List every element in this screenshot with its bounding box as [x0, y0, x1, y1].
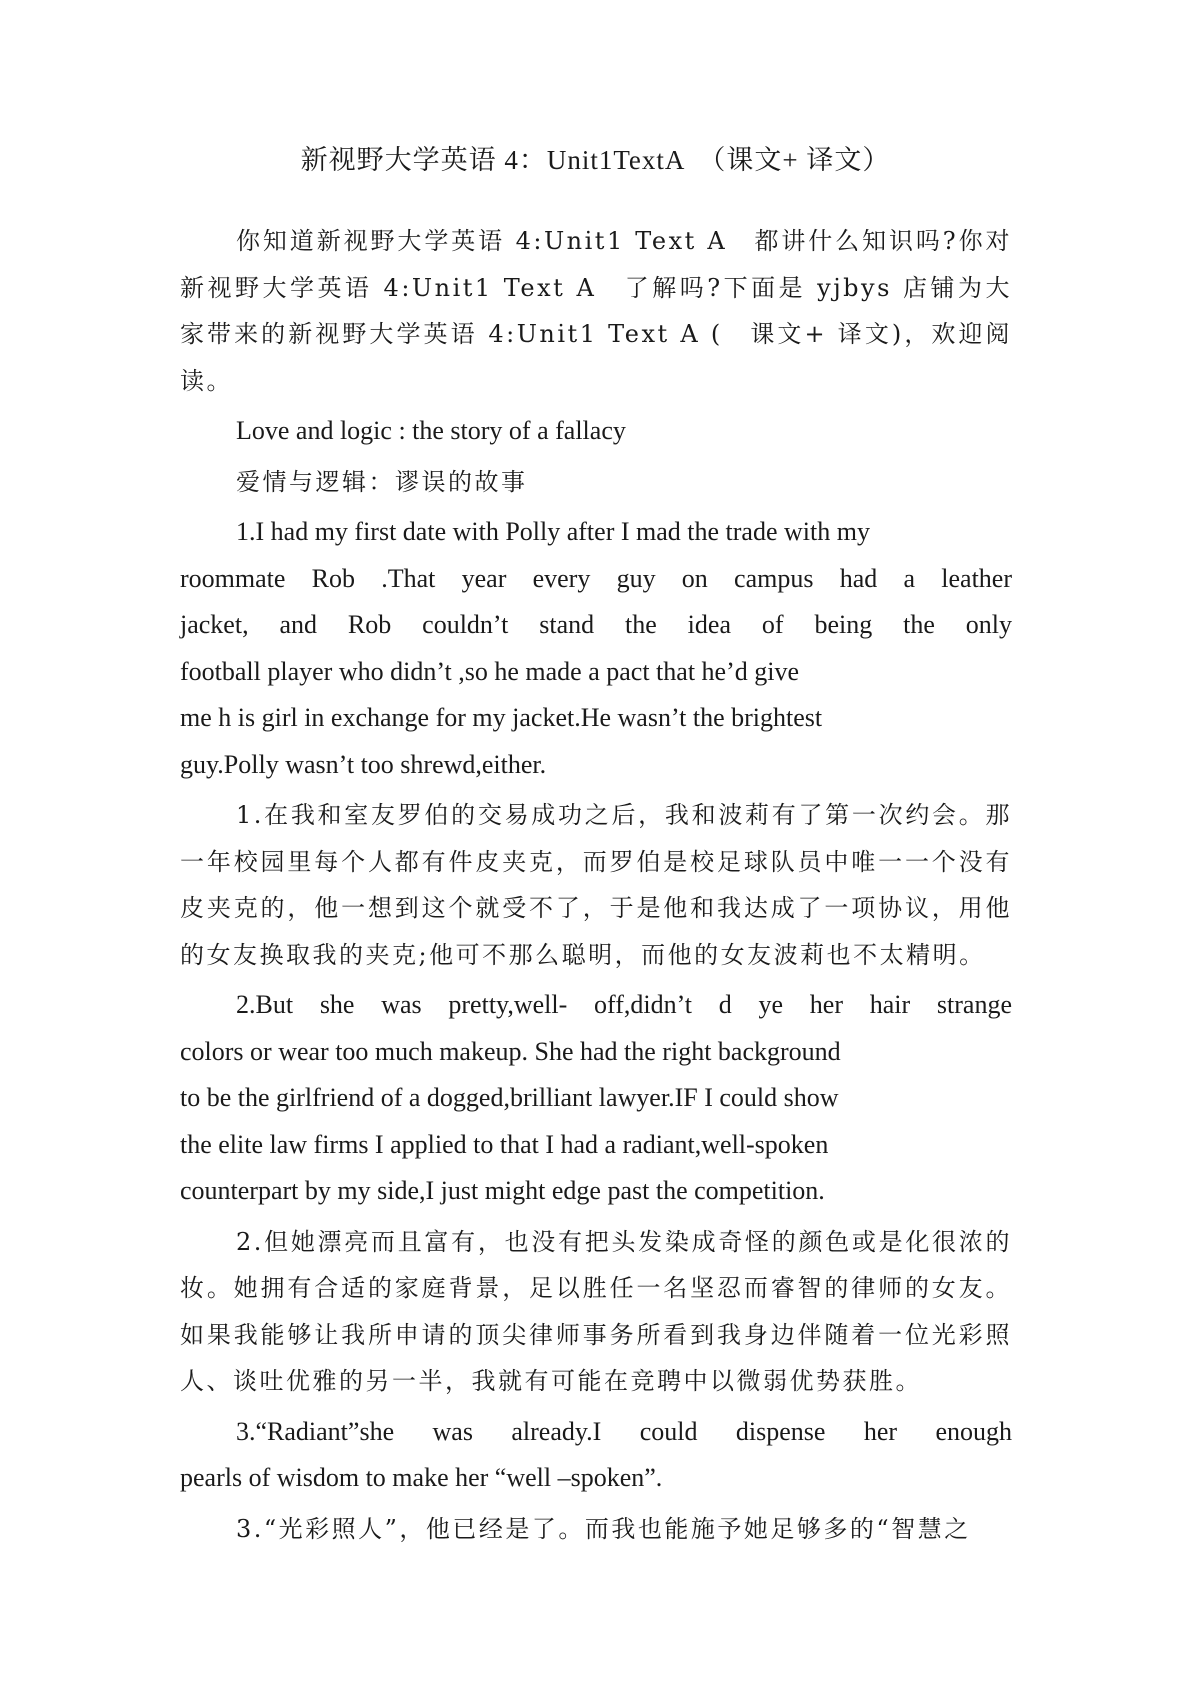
paragraph-1-chinese: 1.在我和室友罗伯的交易成功之后，我和波莉有了第一次约会。那一年校园里每个人都有件皮夹克，而罗伯是校足球队员中唯一一个没有皮夹克的，他一想到这个就受不了，于是他和我达成了一项协议，用他的女友换取我的夹克;他可不那么聪明，而他的女友波莉也不太精明。 — [180, 801, 1012, 969]
paragraph-line: colors or wear too much makeup. She had the right background — [180, 1036, 841, 1066]
document-body — [180, 218, 1012, 1556]
paragraph-1-english — [180, 509, 1012, 788]
heading-english: Love and logic : the story of a fallacy — [236, 416, 626, 445]
paragraph-line: roommate Rob .That year every guy on campus had a leather — [180, 563, 1012, 593]
paragraph-line: 3.“Radiant”she was already.I could dispense her enough — [236, 1416, 1012, 1446]
paragraph-line: football player who didn’t ,so he made a pact that he’d give — [180, 656, 799, 686]
paragraph-2-english — [180, 982, 1012, 1215]
paragraph-line: to be the girlfriend of a dogged,brilliant lawyer.IF I could show — [180, 1083, 839, 1112]
paragraph-line: 1.I had my first date with Polly after I mad the trade with my — [236, 517, 870, 546]
paragraph-line: the elite law firms I applied to that I had a radiant,well-spoken — [180, 1129, 829, 1159]
paragraph-line: pearls of wisdom to make her “well ‒spoken”. — [180, 1463, 663, 1492]
paragraph-line: 2.But she was pretty,well- off,didn’t d ye her hair strange — [236, 990, 1012, 1019]
paragraph-line: me h is girl in exchange for my jacket.He wasn’t the brightest — [180, 703, 823, 732]
paragraph-2-chinese: 2.但她漂亮而且富有，也没有把头发染成奇怪的颜色或是化很浓的妆。她拥有合适的家庭背景，足以胜任一名坚忍而睿智的律师的女友。如果我能够让我所申请的顶尖律师事务所看到我身边伴随着一位光彩照人、谈吐优雅的另一半，我就有可能在竞聘中以微弱优势获胜。 — [180, 1227, 1012, 1395]
paragraph-3-english — [180, 1409, 1012, 1502]
paragraph-line: guy.Polly wasn’t too shrewd,either. — [180, 749, 547, 779]
paragraph-line: jacket, and Rob couldn’t stand the idea of being the only — [180, 610, 1012, 639]
document-title: 新视野大学英语 4：Unit1TextA （课文+ 译文） — [300, 145, 891, 175]
intro-paragraph: 你知道新视野大学英语 4:Unit1 Text A 都讲什么知识吗?你对新视野大学英语 4:Unit1 Text A 了解吗?下面是 yjbys 店铺为大家带来的新视野大学英语 4:Unit1 Text A ( 课文+ 译文)，欢迎阅读。 — [180, 227, 1012, 395]
heading-chinese: 爱情与逻辑：谬误的故事 — [236, 467, 528, 496]
paragraph-3-chinese: 3.“光彩照人”，他已经是了。而我也能施予她足够多的“智慧之 — [236, 1514, 971, 1543]
paragraph-line: counterpart by my side,I just might edge past the competition. — [180, 1176, 825, 1205]
